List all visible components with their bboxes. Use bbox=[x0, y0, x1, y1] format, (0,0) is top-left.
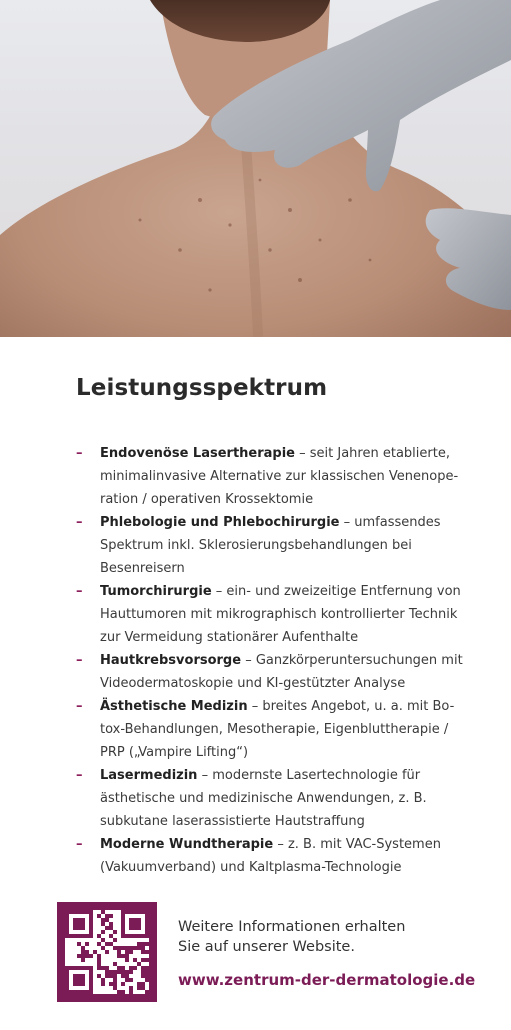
service-line bbox=[100, 442, 476, 465]
service-item bbox=[76, 649, 476, 695]
service-line bbox=[100, 649, 476, 672]
service-description: – breites Angebot, u. a. mit Bo- bbox=[247, 699, 455, 714]
service-line: Hauttumoren mit mikrographisch kontrollierter Technik bbox=[100, 607, 458, 622]
service-name: Tumorchirurgie bbox=[100, 584, 212, 599]
service-line: PRP („Vampire Lifting“) bbox=[100, 745, 249, 760]
bullet-dash: – bbox=[76, 653, 83, 668]
footer bbox=[0, 902, 511, 1002]
service-line bbox=[100, 833, 476, 856]
service-line: ration / operativen Krossektomie bbox=[100, 492, 314, 507]
bullet-dash: – bbox=[76, 699, 83, 714]
skin-exam-illustration bbox=[0, 0, 511, 337]
service-name: Ästhetische Medizin bbox=[100, 699, 248, 714]
service-line: ästhetische und medizinische Anwendungen, z. B. bbox=[100, 791, 427, 806]
page-title: Leistungsspektrum bbox=[76, 375, 328, 401]
service-name: Phlebologie und Phlebochirurgie bbox=[100, 515, 340, 530]
service-name: Lasermedizin bbox=[100, 768, 198, 783]
bullet-dash: – bbox=[76, 584, 83, 599]
service-description: – ein- und zweizeitige Entfernung von bbox=[211, 584, 461, 599]
service-line bbox=[100, 580, 476, 603]
service-item bbox=[76, 833, 476, 879]
service-item bbox=[76, 695, 476, 764]
service-line: Besenreisern bbox=[100, 561, 185, 576]
service-line: tox-Behandlungen, Mesotherapie, Eigenbluttherapie / bbox=[100, 722, 449, 737]
service-line bbox=[100, 511, 476, 534]
website-link[interactable]: www.zentrum-der-dermatologie.de bbox=[178, 971, 476, 989]
services-list bbox=[76, 442, 476, 879]
info-line-1: Weitere Informationen erhalten bbox=[178, 919, 406, 935]
bullet-dash: – bbox=[76, 446, 83, 461]
service-description: – seit Jahren etablierte, bbox=[295, 446, 450, 461]
bullet-dash: – bbox=[76, 768, 83, 783]
service-description: – umfassendes bbox=[339, 515, 441, 530]
service-description: – Ganzkörperuntersuchungen mit bbox=[241, 653, 463, 668]
bullet-dash: – bbox=[76, 515, 83, 530]
service-name: Hautkrebsvorsorge bbox=[100, 653, 242, 668]
service-line: zur Vermeidung stationärer Aufenthalte bbox=[100, 630, 359, 645]
qr-code-pattern bbox=[65, 910, 149, 994]
website-info bbox=[178, 917, 405, 957]
service-description: – z. B. mit VAC-Systemen bbox=[273, 837, 441, 852]
service-item bbox=[76, 511, 476, 580]
info-line-2: Sie auf unserer Website. bbox=[178, 939, 355, 955]
service-line: minimalinvasive Alternative zur klassischen Venenope- bbox=[100, 469, 459, 484]
header-image bbox=[0, 0, 511, 337]
service-line: subkutane laserassistierte Hautstraffung bbox=[100, 814, 365, 829]
service-item bbox=[76, 580, 476, 649]
service-item bbox=[76, 764, 476, 833]
service-line bbox=[100, 695, 476, 718]
service-line: Spektrum inkl. Sklerosierungsbehandlungen bei bbox=[100, 538, 412, 553]
service-name: Moderne Wundtherapie bbox=[100, 837, 274, 852]
service-description: – modernste Lasertechnologie für bbox=[197, 768, 421, 783]
bullet-dash: – bbox=[76, 837, 83, 852]
service-line: (Vakuumverband) und Kaltplasma-Technologie bbox=[100, 860, 402, 875]
service-line bbox=[100, 764, 476, 787]
service-line: Videodermatoskopie und KI-gestützter Analyse bbox=[100, 676, 406, 691]
qr-code-icon[interactable] bbox=[57, 902, 157, 1002]
service-item bbox=[76, 442, 476, 511]
service-name: Endovenöse Lasertherapie bbox=[100, 446, 295, 461]
